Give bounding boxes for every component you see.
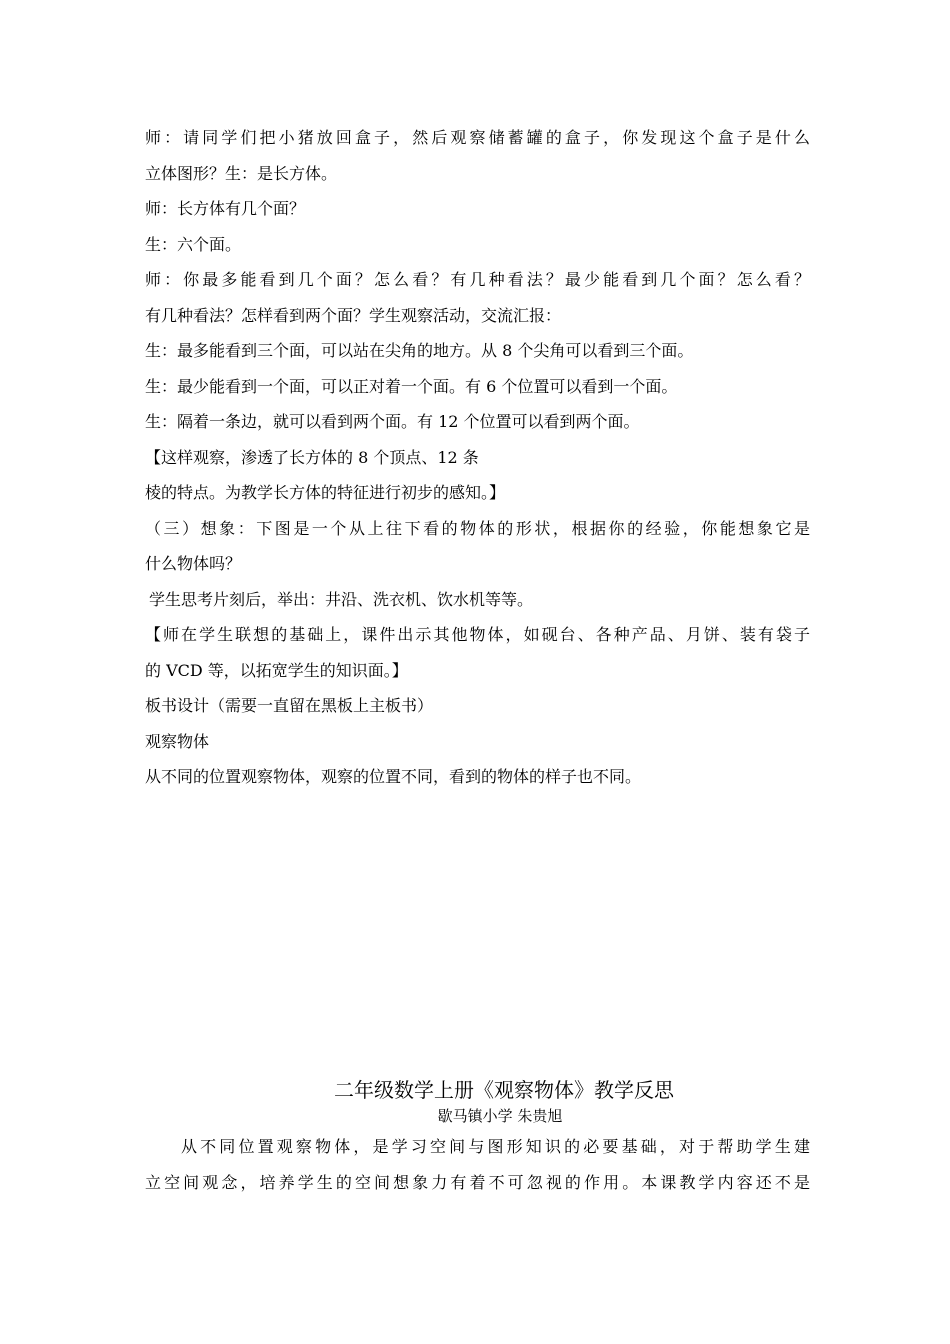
lesson-line: 师：你最多能看到几个面？怎么看？有几种看法？最少能看到几个面？怎么看？ [145, 270, 810, 289]
lesson-line: 立体图形？生：是长方体。 [145, 163, 338, 183]
lesson-line: 生：六个面。 [145, 234, 242, 254]
lesson-line: 什么物体吗？ [145, 554, 242, 573]
board-design-heading: 板书设计（需要一直留在黑板上主板书） [145, 696, 434, 715]
lesson-line: （三）想象：下图是一个从上往下看的物体的形状，根据你的经验，你能想象它是 [145, 518, 810, 538]
reflection-title: 二年级数学上册《观察物体》教学反思 [334, 1078, 674, 1102]
reflection-paragraph-line: 立空间观念，培养学生的空间想象力有着不可忽视的作用。本课教学内容还不是 [145, 1173, 810, 1192]
lesson-line: 生：隔着一条边，就可以看到两个面。有 12 个位置可以看到两个面。 [145, 412, 640, 431]
reflection-author: 歇马镇小学 朱贵旭 [437, 1107, 563, 1125]
lesson-line: 生：最多能看到三个面，可以站在尖角的地方。从 8 个尖角可以看到三个面。 [145, 341, 694, 360]
reflection-section [145, 1075, 810, 1201]
lesson-line: 师：长方体有几个面？ [145, 199, 306, 218]
lesson-note: 【师在学生联想的基础上，课件出示其他物体，如砚台、各种产品、月饼、装有袋子 [145, 625, 810, 644]
board-title: 观察物体 [145, 731, 210, 751]
lesson-line: 有几种看法？怎样看到两个面？学生观察活动，交流汇报： [145, 305, 562, 325]
lesson-note: 【这样观察，渗透了长方体的 8 个顶点、12 条 [145, 447, 479, 467]
lesson-line: 学生思考片刻后，举出：井沿、洗衣机、饮水机等等。 [149, 589, 534, 609]
lesson-line: 师：请同学们把小猪放回盒子，然后观察储蓄罐的盒子，你发现这个盒子是什么 [145, 128, 810, 147]
reflection-paragraph-line: 从不同位置观察物体，是学习空间与图形知识的必要基础，对于帮助学生建 [181, 1137, 810, 1156]
lesson-body [145, 120, 810, 795]
lesson-note: 的 VCD 等，以拓宽学生的知识面。】 [145, 660, 408, 680]
lesson-note: 棱的特点。为教学长方体的特征进行初步的感知。】 [145, 483, 506, 502]
lesson-line: 生：最少能看到一个面，可以正对着一个面。有 6 个位置可以看到一个面。 [145, 376, 678, 396]
board-content: 从不同的位置观察物体，观察的位置不同，看到的物体的样子也不同。 [145, 767, 642, 786]
